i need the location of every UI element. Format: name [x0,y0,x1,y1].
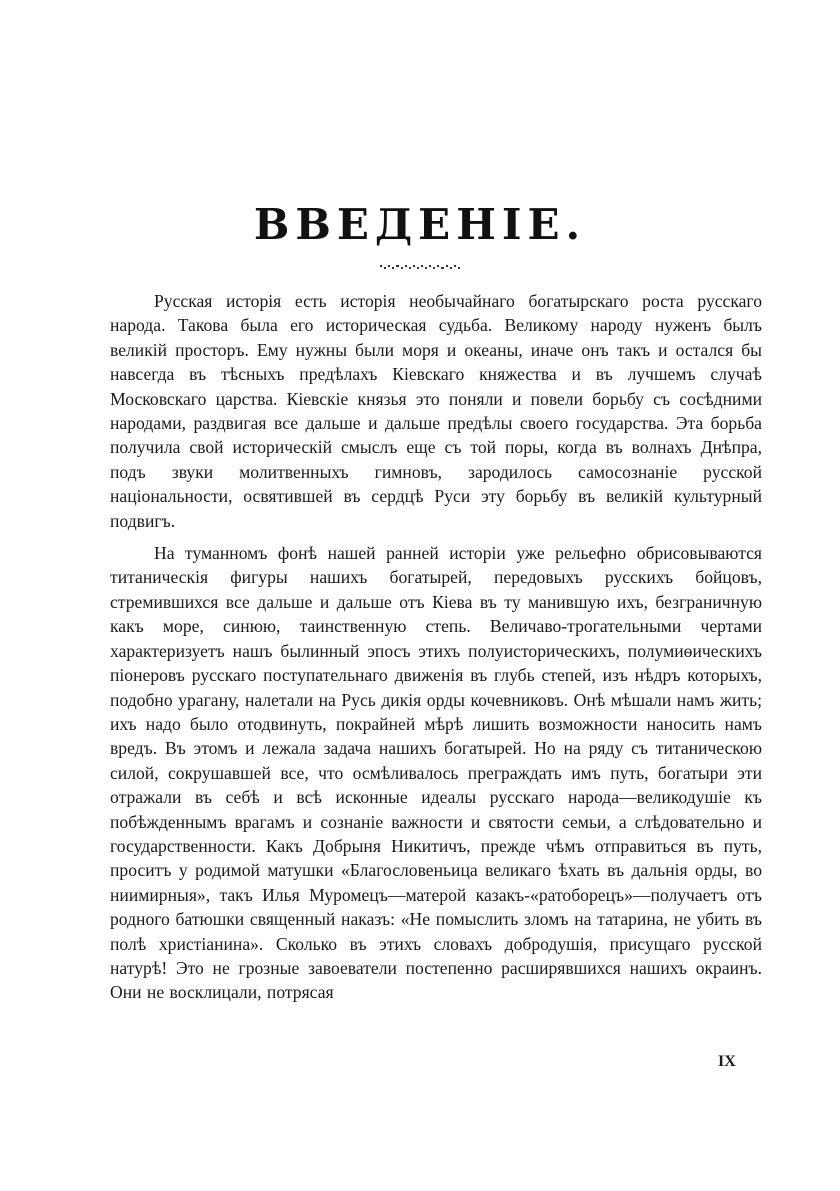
paragraph: Русская исторія есть исторія необычайнаго богатырскаго роста русскаго народа. Такова была его историческая судьба. Великому народу нуженъ былъ великій просторъ. Ему нужны были моря и океаны, иначе онъ такъ и остался бы навсегда въ тѣсныхъ предѣлахъ Кіевскаго княжества и въ лучшемъ случаѣ Московскаго царства. Кіевскіе князья это поняли и повели борьбу съ сосѣдними народами, раздвигая все дальше и дальше предѣлы своего государства. Эта борьба получила свой историческій смыслъ еще съ той поры, когда въ волнахъ Днѣпра, подъ звуки молитвенныхъ гимновъ, зародилось самосознаніе русской національности, освятившей въ сердцѣ Руси эту борьбу въ великій культурный подвигъ. [110,291,762,531]
page-title: ВВЕДЕНІЕ. [253,200,587,249]
paragraph: На туманномъ фонѣ нашей ранней исторіи уже рельефно обрисовываются титаническія фигуры нашихъ богатырей, передовыхъ русскихъ бойцовъ, стремившихся все дальше и дальше отъ Кіева въ ту манившую ихъ, безграничную какъ море, синюю, таинственную степь. Величаво-трогательными чертами характеризуетъ нашъ былинный эпосъ этихъ полуисторическихъ, полумиѳическихъ піонеровъ русскаго поступательнаго движенія въ глубь степей, изъ нѣдръ которыхъ, подобно урагану, налетали на Русь дикія орды кочевниковъ. Онѣ мѣшали намъ жить; ихъ надо было отодвинуть, покрайней мѣрѣ лишить возможности наносить намъ вредъ. Въ этомъ и лежала задача нашихъ богатырей. Но на ряду съ титаническою силой, сокрушавшей все, что осмѣливалось преграждать имъ путь, богатыри эти отражали въ себѣ и всѣ исконные идеалы русскаго народа—великодушіе къ побѣжденнымъ врагамъ и сознаніе важности и святости семьи, а слѣдовательно и государственности. Какъ Добрыня Никитичъ, прежде чѣмъ отправиться въ путь, проситъ у родимой матушки «Благословеньица великаго ѣхать въ дальнія орды, во ниимирныя», такъ Илья Муромецъ—матерой казакъ-«ратоборецъ»—получаетъ отъ родного батюшки священный наказъ: «Не помыслить зломъ на татарина, не убить въ полѣ христіанина». Сколько въ этихъ словахъ добродушія, присущаго русской натурѣ! Это не грозные завоеватели постепенно расширявшихся нашихъ окраинъ. Они не восклицали, потрясая [110,543,762,1003]
body-text [110,289,762,1005]
title-ornament [380,265,460,271]
page-number: IX [718,1053,736,1070]
